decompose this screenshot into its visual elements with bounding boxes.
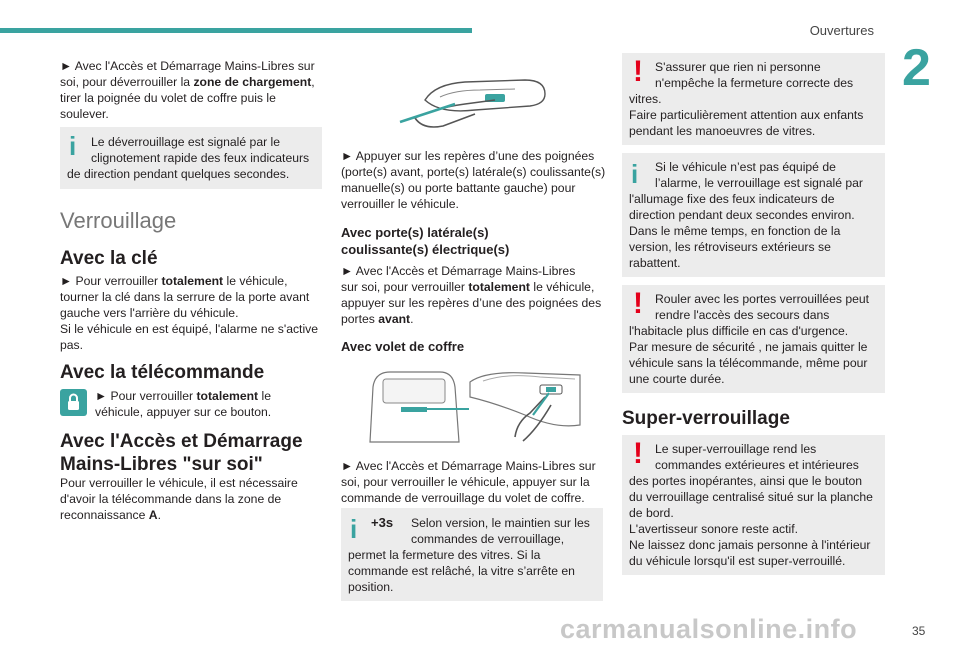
section-header-title: Ouvertures: [809, 23, 874, 38]
paragraph-key: ► Pour verrouiller totalement le véhicule, tourner la clé dans la serrure de la porte avant gauche vers l'arrière du véhicule. Si le véhicule en est équipé, l'alarme ne s'active pas.: [60, 274, 319, 352]
heading-avec-la-telecommande: Avec la télécommande: [60, 362, 265, 383]
warning-icon: !: [633, 55, 643, 88]
chapter-number: 2: [902, 39, 931, 97]
info-box-unlock-signal: i Le déverrouillage est signalé par le clignotement rapide des feux indicateurs de direction pendant quelques secondes.: [60, 127, 322, 189]
warning-box-locked-driving: ! Rouler avec les portes verrouillées peut rendre l'accès des secours dans l'habitacle plus difficile en cas d'urgence. Par mesure de sécurité , ne jamais quitter le véhicule sans la télécommande, même pour une courte durée.: [622, 285, 885, 393]
watermark: carmanualsonline.info: [560, 614, 858, 644]
warning-box-windows: ! S'assurer que rien ni personne n'empêche la fermeture correcte des vitres. Faire particulièrement attention aux enfants pendant les manoeuvres de vitres.: [622, 53, 885, 145]
paragraph-press-marks: ► Appuyer sur les repères d’une des poignées (porte(s) avant, porte(s) latérale(s) coulissante(s) manuelle(s) ou porte battante gauche) pour verrouiller le véhicule.: [341, 149, 606, 211]
warning-box-super-lock: ! Le super-verrouillage rend les commandes extérieures et intérieures des portes inopérantes, ainsi que le bouton du verrouillage centralisé situé sur la planche de bord. L'avertisseur sonore reste actif. Ne laissez donc jamais personne à l'intérieur du véhicule lorsqu'il est super-verrouillé.: [622, 435, 885, 575]
info-box-no-alarm: i Si le véhicule n’est pas équipé de l’alarme, le verrouillage est signalé par l'allumage fixe des feux indicateurs de direction pendant deux secondes environ. Dans le même temps, en fonction de la version, les rétroviseurs extérieurs se rabattent.: [622, 153, 885, 277]
info-icon: i: [350, 514, 358, 544]
trunk-illustration: [365, 367, 590, 447]
lock-button-icon: [60, 389, 87, 416]
warning-icon: !: [633, 287, 643, 320]
hold-3s-icon: +3s: [371, 515, 394, 530]
heading-sliding-doors: Avec porte(s) latérale(s) coulissante(s) électrique(s): [341, 225, 510, 257]
paragraph-trunk: ► Avec l'Accès et Démarrage Mains-Libres sur soi, pour verrouiller le véhicule, appuyer sur la commande de verrouillage du volet de coffre.: [341, 459, 596, 505]
info-icon: i: [631, 159, 639, 189]
info-icon: i: [69, 131, 77, 161]
paragraph-hands-free: Pour verrouiller le véhicule, il est nécessaire d'avoir la télécommande dans la zone de reconnaissance A.: [60, 476, 298, 522]
paragraph-unlock-trunk: ► Avec l'Accès et Démarrage Mains-Libres sur soi, pour déverrouiller la zone de chargement, tirer la poignée du volet de coffre puis le soulever.: [60, 59, 315, 121]
heading-trunk: Avec volet de coffre: [341, 339, 465, 354]
paragraph-sliding-doors: ► Avec l'Accès et Démarrage Mains-Libres sur soi, pour verrouiller totalement le véhicule, appuyer sur les repères d’une des poignées des portes avant.: [341, 264, 602, 326]
heading-avec-la-cle: Avec la clé: [60, 248, 158, 269]
paragraph-remote: ► Pour verrouiller totalement le véhicule, appuyer sur ce bouton.: [95, 389, 272, 419]
warning-icon: !: [633, 437, 643, 470]
section-title-verrouillage: Verrouillage: [60, 208, 177, 233]
heading-super-verrouillage: Super-verrouillage: [622, 408, 790, 429]
page-number: 35: [912, 624, 926, 638]
info-box-window-closing: i +3s Selon version, le maintien sur les commandes de verrouillage, permet la fermeture des vitres. Si la commande est relâché, la vitre s’arrête en position.: [341, 508, 603, 601]
header-accent-bar: [0, 28, 472, 33]
heading-hands-free: Avec l'Accès et Démarrage Mains-Libres "sur soi": [60, 431, 303, 475]
door-handle-illustration: [395, 60, 565, 140]
